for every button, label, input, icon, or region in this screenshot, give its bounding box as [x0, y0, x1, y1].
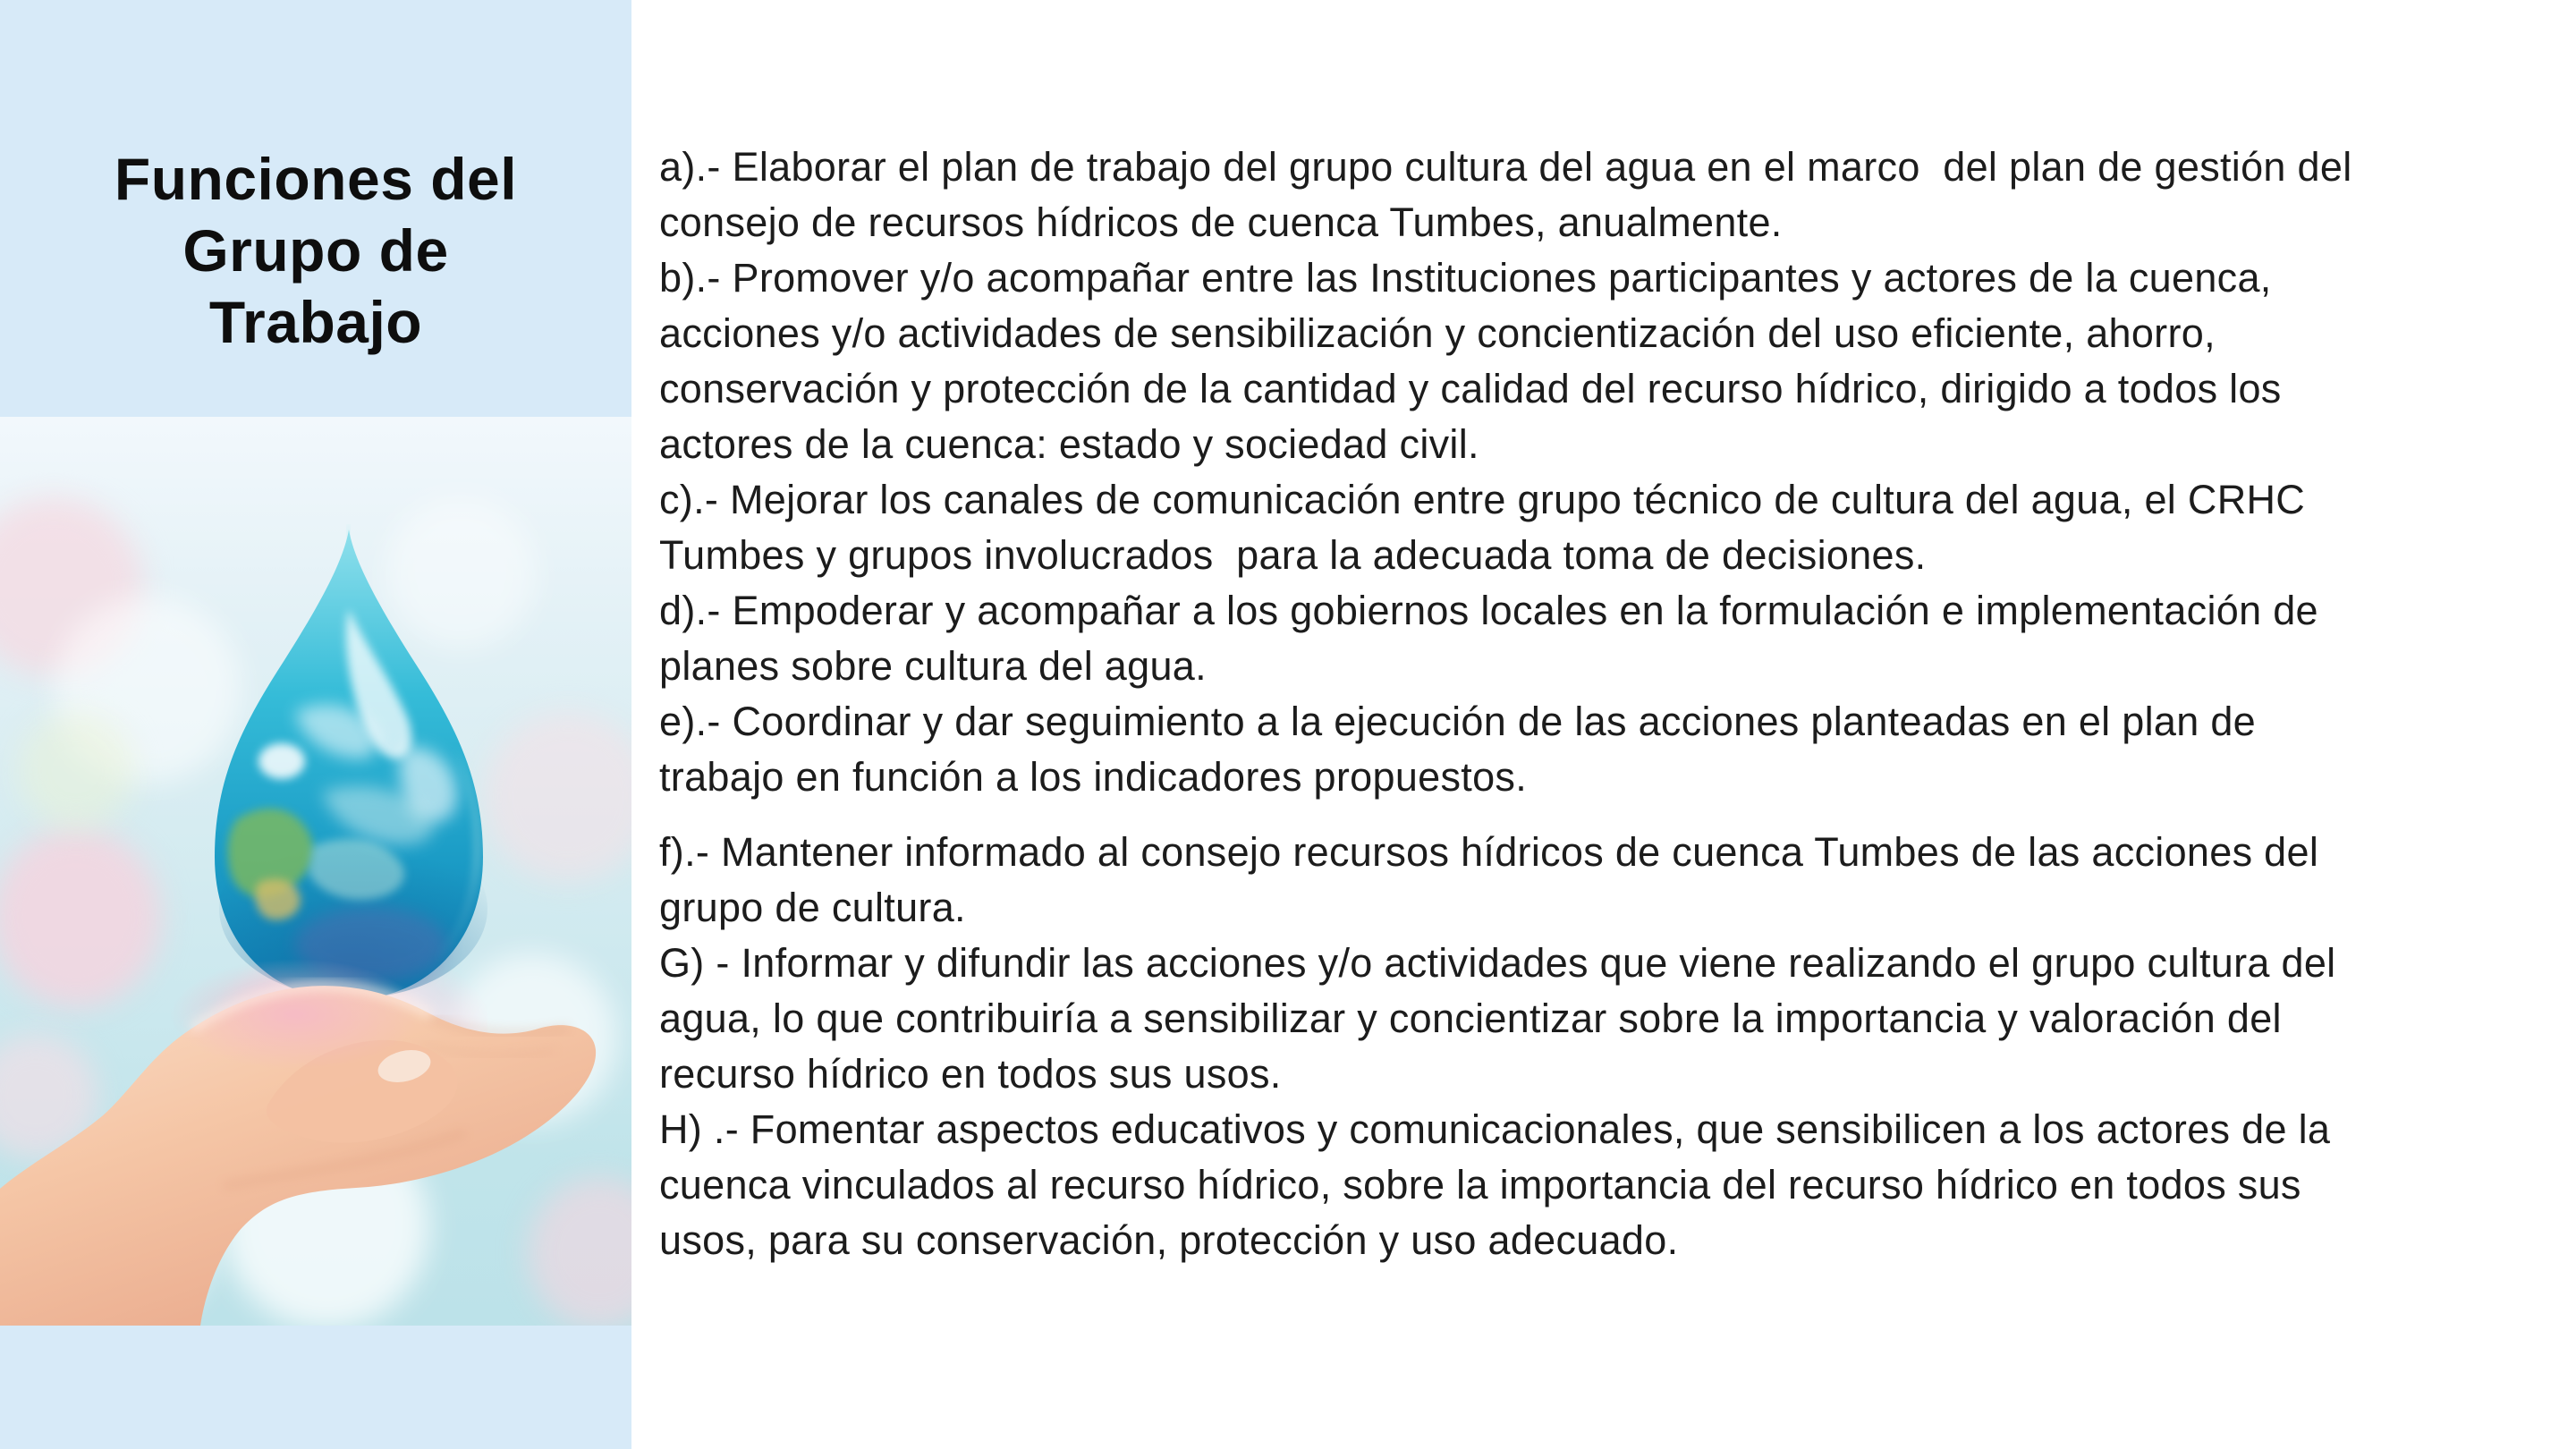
function-item-b: [659, 250, 2573, 472]
sidebar: [0, 0, 631, 1449]
text-line: b).- Promover y/o acompañar entre las Instituciones participantes y actores de la cuenca,: [659, 255, 2272, 301]
function-item-g: [659, 936, 2573, 1102]
text-line: Tumbes y grupos involucrados para la adecuada toma de decisiones.: [659, 532, 1927, 578]
function-item-h: [659, 1102, 2573, 1268]
text-line: grupo de cultura.: [659, 885, 966, 930]
text-line: H) .- Fomentar aspectos educativos y comunicacionales, que sensibilicen a los actores de la: [659, 1106, 2331, 1152]
text-line: a).- Elaborar el plan de trabajo del grupo cultura del agua en el marco del plan de gestión del: [659, 144, 2352, 190]
function-item-e: [659, 694, 2573, 805]
text-line: G) - Informar y difundir las acciones y/o actividades que viene realizando el grupo cultura del: [659, 940, 2336, 986]
text-line: conservación y protección de la cantidad y calidad del recurso hídrico, dirigido a todos los: [659, 366, 2282, 411]
text-line: planes sobre cultura del agua.: [659, 643, 1207, 689]
function-item-c: [659, 472, 2573, 583]
page-title: [0, 143, 631, 358]
text-line: consejo de recursos hídricos de cuenca Tumbes, anualmente.: [659, 199, 1783, 245]
text-line: agua, lo que contribuiría a sensibilizar y concientizar sobre la importancia y valoración del: [659, 996, 2282, 1041]
text-line: acciones y/o actividades de sensibilización y concientización del uso eficiente, ahorro,: [659, 310, 2216, 356]
text-line: usos, para su conservación, protección y uso adecuado.: [659, 1217, 1679, 1263]
text-line: actores de la cuenca: estado y sociedad civil.: [659, 421, 1479, 467]
hand-image: [0, 417, 631, 1326]
function-item-f: [659, 825, 2573, 936]
function-item-d: [659, 583, 2573, 694]
function-item-a: [659, 140, 2573, 250]
hand-water-drop-photo: [0, 417, 631, 1326]
page-title-line: Funciones del: [114, 146, 518, 212]
text-line: trabajo en función a los indicadores propuestos.: [659, 754, 1528, 800]
page-title-line: Grupo de: [182, 217, 449, 284]
text-line: d).- Empoderar y acompañar a los gobiernos locales en la formulación e implementación de: [659, 588, 2318, 633]
text-line: c).- Mejorar los canales de comunicación entre grupo técnico de cultura del agua, el CRHC: [659, 477, 2306, 522]
functions-list: [659, 140, 2573, 1268]
page-title-line: Trabajo: [208, 289, 423, 355]
text-line: recurso hídrico en todos sus usos.: [659, 1051, 1282, 1097]
sidebar-title-panel: [0, 0, 631, 417]
text-line: cuenca vinculados al recurso hídrico, sobre la importancia del recurso hídrico en todos sus: [659, 1162, 2301, 1208]
text-line: f).- Mantener informado al consejo recursos hídricos de cuenca Tumbes de las acciones del: [659, 829, 2319, 875]
text-line: e).- Coordinar y dar seguimiento a la ejecución de las acciones planteadas en el plan de: [659, 699, 2256, 744]
sidebar-bottom-panel: [0, 1326, 631, 1449]
